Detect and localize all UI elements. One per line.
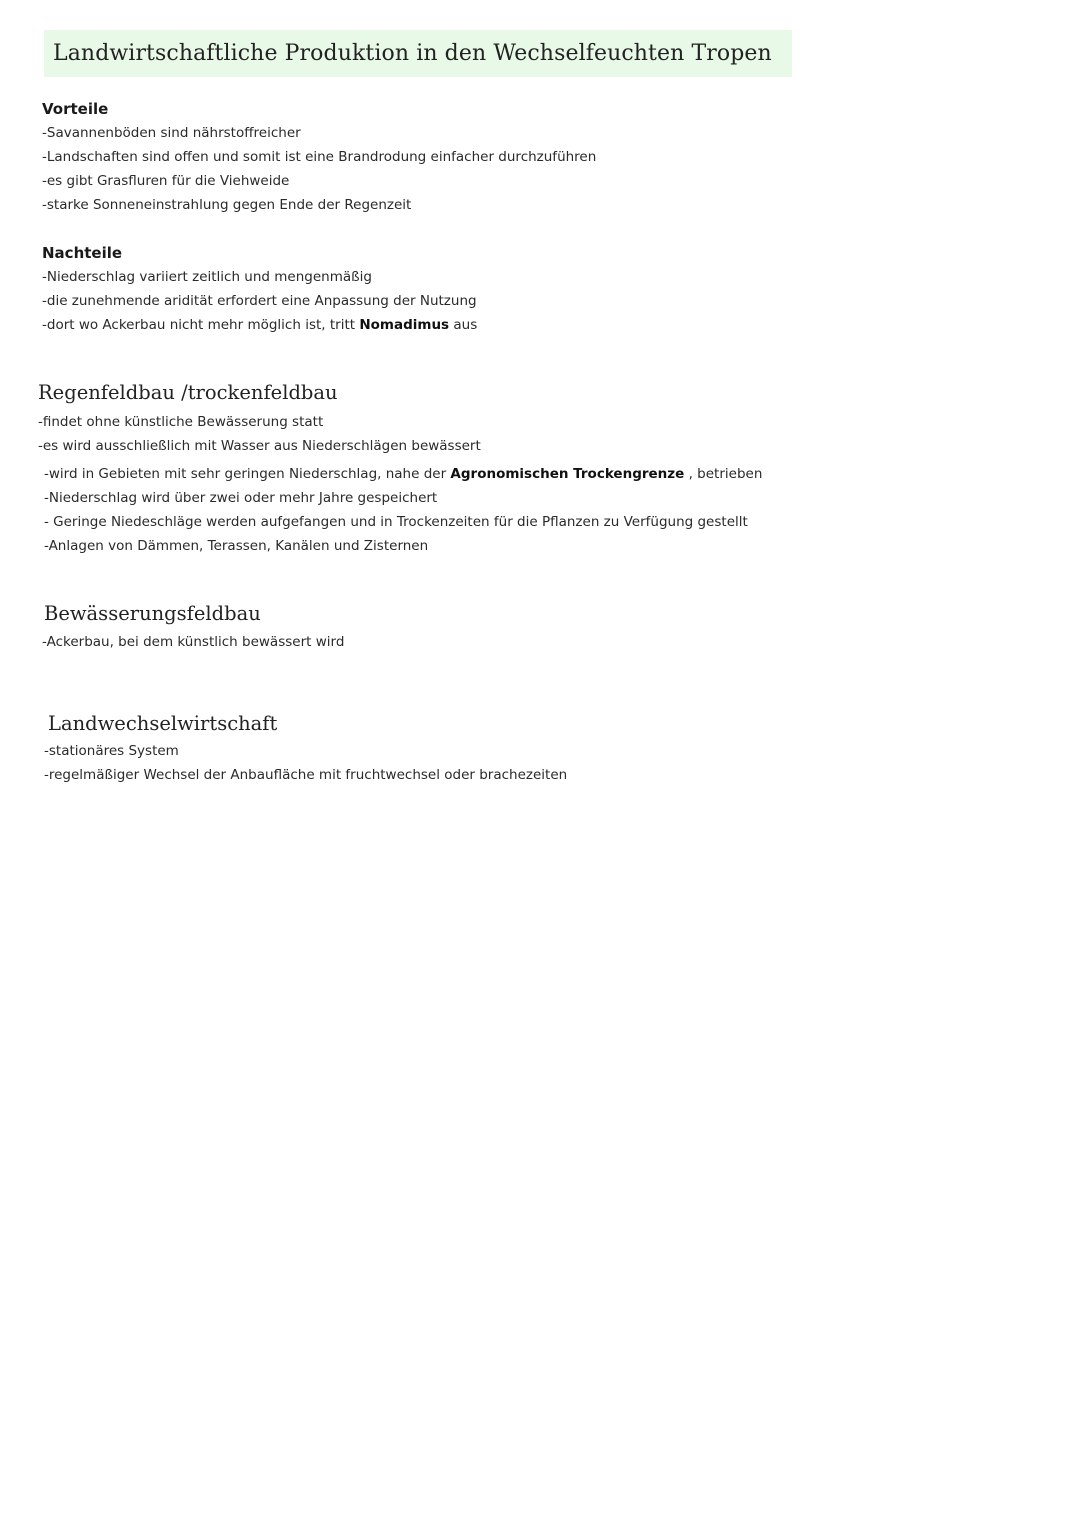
list-item: -Landschaften sind offen und somit ist eine Brandrodung einfacher durchzuführen bbox=[42, 149, 597, 165]
page-title: Landwirtschaftliche Produktion in den Wechselfeuchten Tropen bbox=[53, 41, 772, 66]
bewaesserung-heading: Bewässerungsfeldbau bbox=[44, 602, 261, 625]
section-regenfeldbau bbox=[38, 378, 762, 558]
list-item: -Savannenböden sind nährstoffreicher bbox=[42, 125, 301, 141]
item-text: , betrieben bbox=[684, 466, 763, 482]
list-item: -die zunehmende aridität erfordert eine Anpassung der Nutzung bbox=[42, 293, 477, 309]
list-item: -es wird ausschließlich mit Wasser aus Niederschlägen bewässert bbox=[38, 438, 481, 454]
term-agronomische-trockengrenze: Agronomischen Trockengrenze bbox=[450, 466, 685, 482]
list-item: -Ackerbau, bei dem künstlich bewässert wird bbox=[42, 634, 345, 650]
item-text: aus bbox=[449, 317, 478, 333]
regenfeldbau-heading: Regenfeldbau /trockenfeldbau bbox=[38, 381, 338, 404]
list-item: -Niederschlag wird über zwei oder mehr Jahre gespeichert bbox=[44, 490, 438, 506]
section-vorteile bbox=[42, 97, 596, 217]
list-item: -regelmäßiger Wechsel der Anbaufläche mit fruchtwechsel oder brachezeiten bbox=[44, 767, 568, 783]
nachteile-heading: Nachteile bbox=[42, 244, 123, 262]
list-item bbox=[42, 313, 477, 337]
list-item: -stationäres System bbox=[44, 743, 179, 759]
landwechsel-heading: Landwechselwirtschaft bbox=[48, 712, 278, 735]
section-nachteile bbox=[42, 241, 477, 337]
vorteile-heading: Vorteile bbox=[42, 100, 109, 118]
list-item: -es gibt Grasfluren für die Viehweide bbox=[42, 173, 290, 189]
item-text: -wird in Gebieten mit sehr geringen Niederschlag, nahe der bbox=[44, 466, 451, 482]
section-bewaesserungsfeldbau bbox=[42, 599, 344, 654]
list-item: -starke Sonneneinstrahlung gegen Ende der Regenzeit bbox=[42, 197, 412, 213]
list-item: -Niederschlag variiert zeitlich und mengenmäßig bbox=[42, 269, 372, 285]
section-landwechselwirtschaft bbox=[44, 709, 567, 787]
term-nomadismus: Nomadimus bbox=[359, 317, 450, 333]
list-item: -Anlagen von Dämmen, Terassen, Kanälen und Zisternen bbox=[44, 538, 429, 554]
list-item: -findet ohne künstliche Bewässerung statt bbox=[38, 414, 324, 430]
list-item: - Geringe Niedeschläge werden aufgefangen und in Trockenzeiten für die Pflanzen zu Verfügung gestellt bbox=[44, 514, 748, 530]
title-banner bbox=[44, 30, 792, 77]
list-item bbox=[44, 462, 762, 486]
item-text: -dort wo Ackerbau nicht mehr möglich ist, tritt bbox=[42, 317, 360, 333]
